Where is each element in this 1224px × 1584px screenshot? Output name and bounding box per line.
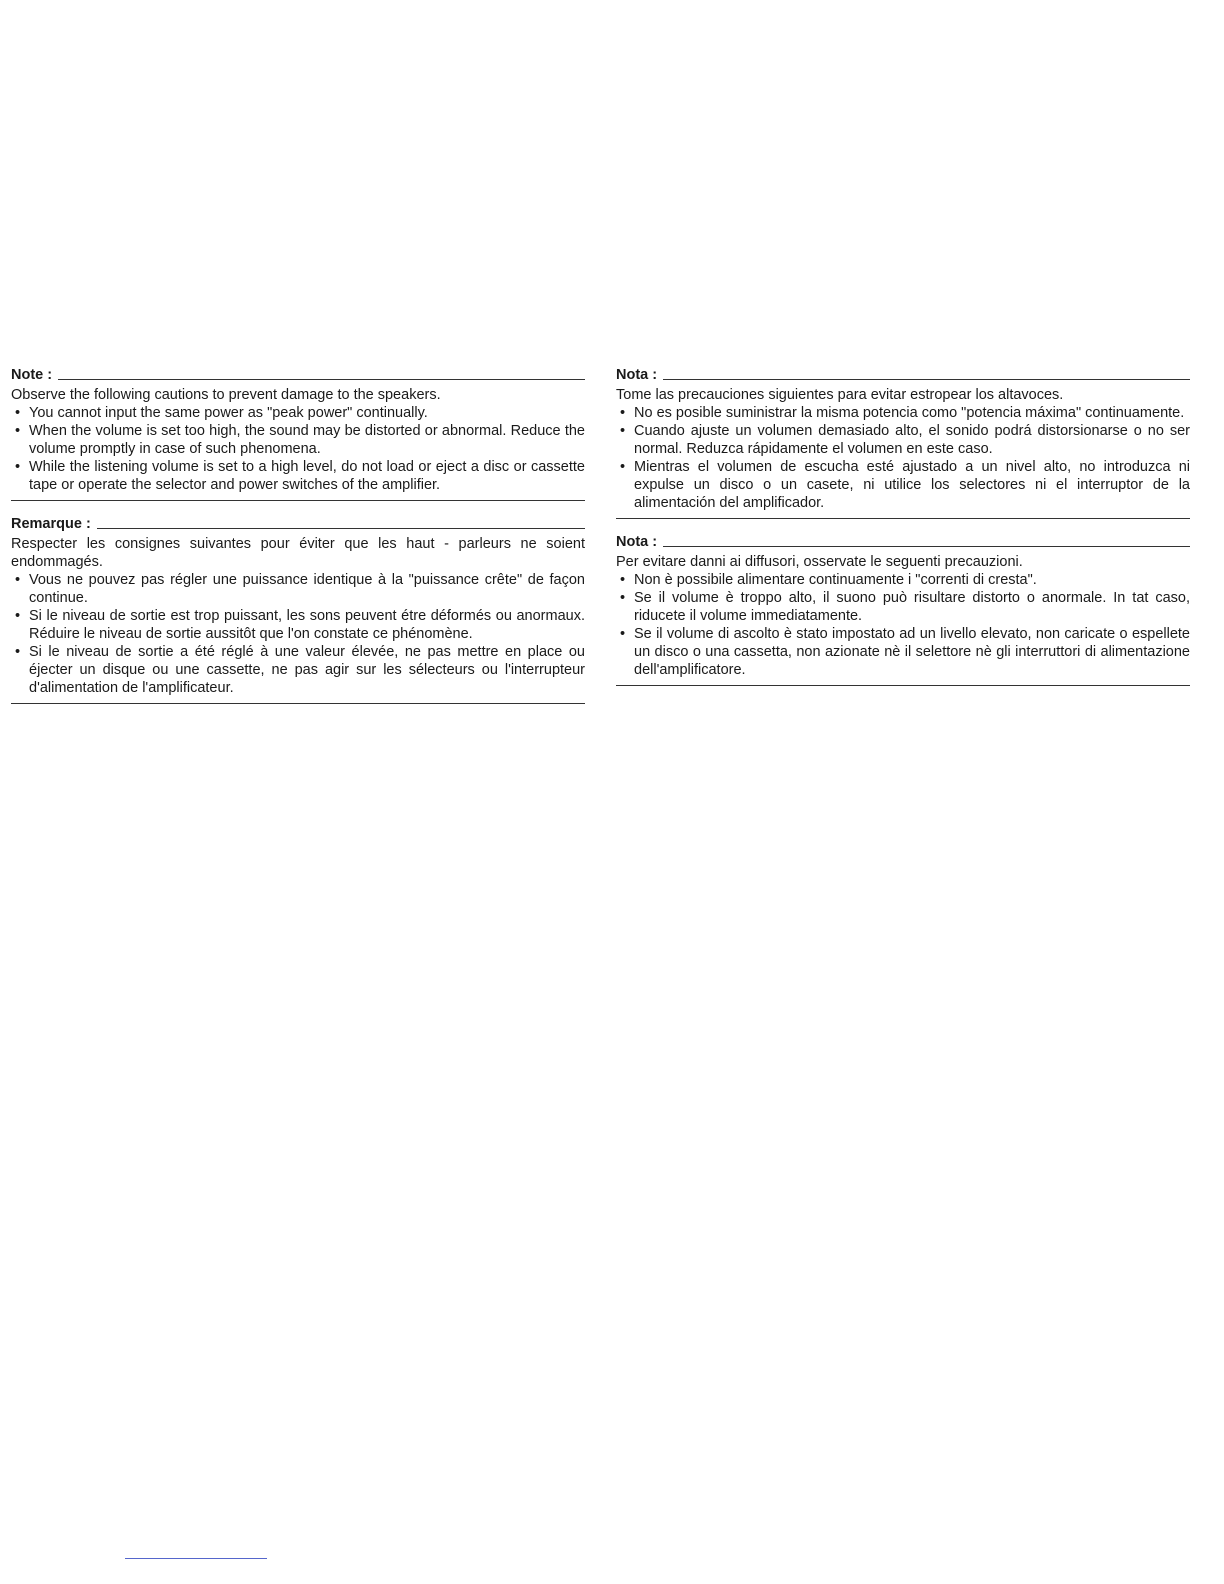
bullet-icon: • [620,459,626,475]
note-header [616,366,1190,384]
list-item [11,571,585,607]
right-column [616,366,1190,700]
note-spanish [616,366,1190,519]
bullet-icon: • [620,572,626,588]
list-item-text: No es posible suministrar la misma potencia como "potencia máxima" continuamente. [634,405,1185,421]
footer-divider [125,1558,267,1559]
note-header [11,366,585,384]
list-item [11,643,585,697]
list-item [11,404,585,422]
note-french [11,515,585,704]
header-rule [58,379,585,380]
header-rule [663,379,1190,380]
note-intro: Observe the following cautions to prevent damage to the speakers. [11,387,441,403]
list-item [616,458,1190,512]
bullet-icon: • [15,459,21,475]
bullet-icon: • [15,608,21,624]
note-title: Remarque : [11,516,91,532]
note-english [11,366,585,501]
note-header [11,515,585,533]
list-item [11,422,585,458]
list-item [616,571,1190,589]
list-item [616,422,1190,458]
list-item [616,589,1190,625]
list-item-text: Vous ne pouvez pas régler une puissance identique à la "puissance crête" de façon continue. [29,572,585,606]
bullet-icon: • [15,644,21,660]
bullet-icon: • [620,423,626,439]
note-intro: Respecter les consignes suivantes pour éviter que les haut - parleurs ne soient endommagés. [11,536,585,570]
bullet-icon: • [620,405,626,421]
header-rule [663,546,1190,547]
left-column [11,366,585,718]
bullet-icon: • [15,572,21,588]
caution-list [11,571,585,697]
bullet-icon: • [15,405,21,421]
list-item [11,458,585,494]
caution-list [616,571,1190,679]
caution-list [616,404,1190,512]
note-intro: Tome las precauciones siguientes para evitar estropear los altavoces. [616,387,1064,403]
list-item [11,607,585,643]
list-item-text: You cannot input the same power as "peak power" continually. [29,405,428,421]
note-title: Nota : [616,367,658,383]
bullet-icon: • [620,590,626,606]
list-item-text: When the volume is set too high, the sound may be distorted or abnormal. Reduce the volume promptly in case of such phenomena. [29,423,585,457]
note-intro: Per evitare danni ai diffusori, osservate le seguenti precauzioni. [616,554,1023,570]
list-item [616,625,1190,679]
note-title: Note : [11,367,53,383]
bullet-icon: • [15,423,21,439]
list-item-text: While the listening volume is set to a high level, do not load or eject a disc or cassette tape or operate the selector and power switches of the amplifier. [29,459,585,493]
list-item-text: Cuando ajuste un volumen demasiado alto, el sonido podrá distorsionarse o no ser normal. Reduzca rápidamente el volumen en este caso. [634,423,1190,457]
list-item [616,404,1190,422]
note-italian [616,533,1190,686]
bullet-icon: • [620,626,626,642]
caution-list [11,404,585,494]
list-item-text: Si le niveau de sortie est trop puissant, les sons peuvent étre déformés ou anormaux. Réduire le niveau de sortie aussitôt que l'on constate ce phénomène. [29,608,585,642]
list-item-text: Si le niveau de sortie a été réglé à une valeur élevée, ne pas mettre en place ou éjecter un disque ou une cassette, ne pas agir sur les sélecteurs ou l'interrupteur d'alimentation de l'amplificateur. [29,644,585,696]
list-item-text: Non è possibile alimentare continuamente i "correnti di cresta". [634,572,1037,588]
list-item-text: Se il volume è troppo alto, il suono può risultare distorto o anormale. In tat caso, riducete il volume immediatamente. [634,590,1190,624]
list-item-text: Se il volume di ascolto è stato impostato ad un livello elevato, non caricate o espellete un disco o una cassetta, non azionate nè il selettore nè gli interruttori di alimentazione dell'amplificatore. [634,626,1190,678]
list-item-text: Mientras el volumen de escucha esté ajustado a un nivel alto, no introduzca ni expulse un disco o un casete, ni utilice los selectores ni el interruptor de la alimentación del amplificador. [634,459,1190,511]
note-header [616,533,1190,551]
header-rule [97,528,585,529]
note-title: Nota : [616,534,658,550]
